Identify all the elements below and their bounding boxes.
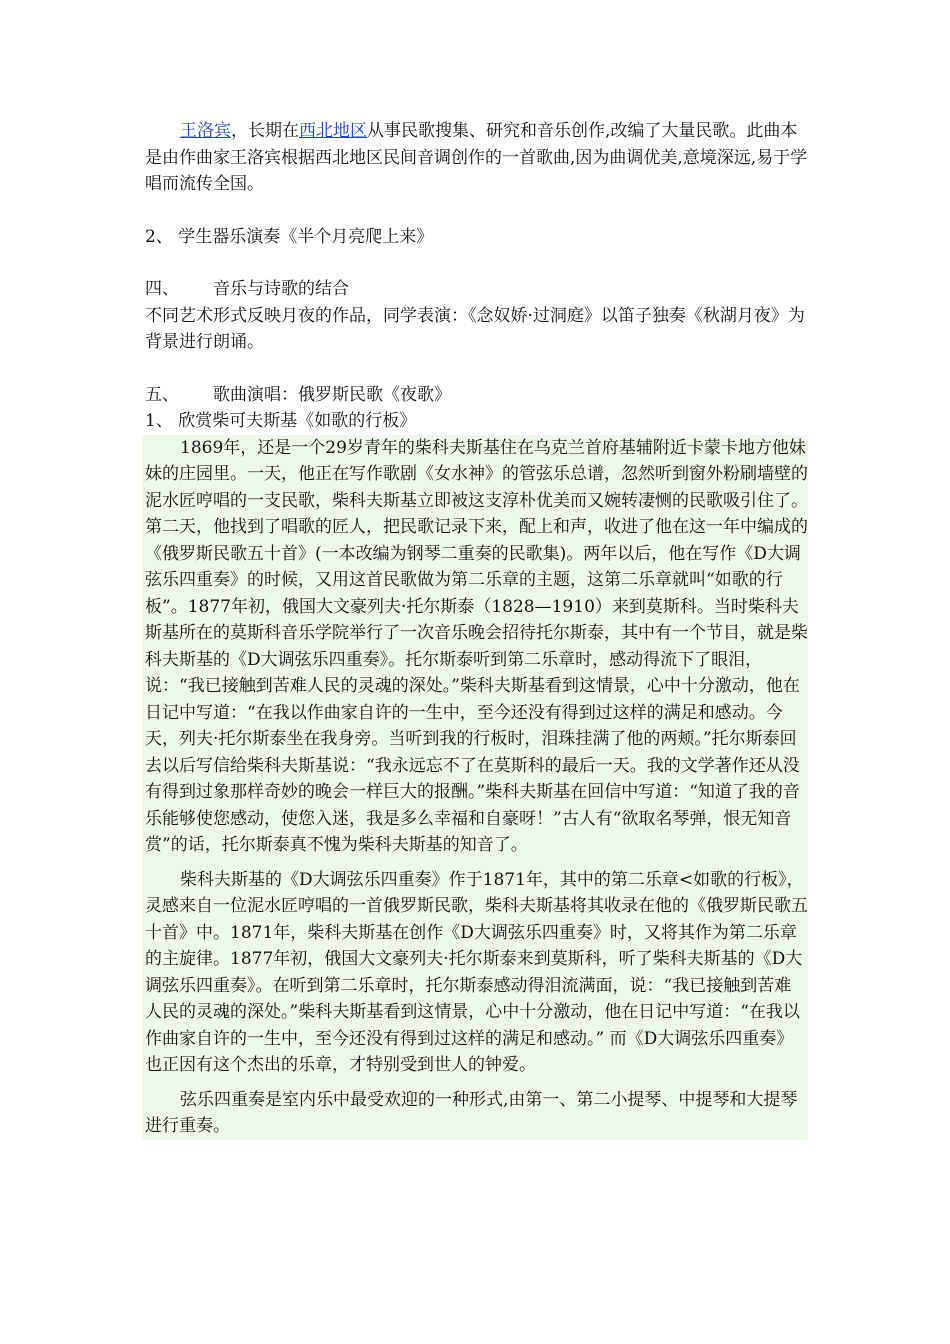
highlight-paragraph-3: 弦乐四重奏是室内乐中最受欢迎的一种形式,由第一、第二小提琴、中提琴和大提琴进行重奏。 (145, 1089, 798, 1136)
section-4-body: 不同艺术形式反映月夜的作品，同学表演：《念奴娇·过洞庭》以笛子独奏《秋湖月夜》为背景进行朗诵。 (145, 305, 805, 352)
intro-text-2: 从事民歌搜集、研究和音乐创作,改编了大量民歌。此曲本是由作曲家王洛宾根据西北地区民间音调创作的一首歌曲,因为曲调优美,意境深远,易于学唱而流传全国。 (145, 121, 808, 194)
item-2-student-performance: 2、 学生器乐演奏《半个月亮爬上来》 (145, 226, 434, 247)
link-northwest-region[interactable]: 西北地区 (299, 121, 367, 141)
section-4-title: 音乐与诗歌的结合 (213, 279, 349, 299)
section-5-heading (145, 382, 810, 409)
section-4-number: 四、 (145, 279, 179, 299)
highlight-paragraph-1: 1869年，还是一个29岁青年的柴科夫斯基住在乌克兰首府基辅附近卡蒙卡地方他妹妹的庄园里。一天，他正在写作歌剧《女水神》的管弦乐总谱，忽然听到窗外粉刷墙壁的泥水匠哼唱的一支民歌，柴科夫斯基立即被这支淳朴优美而又婉转凄恻的民歌吸引住了。第二天，他找到了唱歌的匠人，把民歌记录下来，配上和声，收进了他在这一年中编成的《俄罗斯民歌五十首》(一本改编为钢琴二重奏的民歌集)。两年以后，他在写作《D大调弦乐四重奏》的时候，又用这首民歌做为第二乐章的主题，这第二乐章就叫“如歌的行板”。1877年初，俄国大文豪列夫·托尔斯泰（1828—1910）来到莫斯科。当时柴科夫斯基所在的莫斯科音乐学院举行了一次音乐晚会招待托尔斯泰，其中有一个节目，就是柴科夫斯基的《D大调弦乐四重奏》。托尔斯泰听到第二乐章时，感动得流下了眼泪，说：“我已接触到苦难人民的灵魂的深处。”柴科夫斯基看到这情景，心中十分激动，他在日记中写道：“在我以作曲家自许的一生中，至今还没有得到过这样的满足和感动。今天，列夫·托尔斯泰坐在我身旁。当听到我的行板时，泪珠挂满了他的两颊。”托尔斯泰回去以后写信给柴科夫斯基说：“我永远忘不了在莫斯科的最后一天。我的文学著作还从没有得到过象那样奇妙的晚会一样巨大的报酬。”柴科夫斯基在回信中写道：“知道了我的音乐能够使您感动，使您入迷，我是多么幸福和自豪呀！”古人有“欲取名琴弹，恨无知音赏”的话，托尔斯泰真不愧为柴科夫斯基的知音了。 (145, 437, 808, 855)
highlighted-block (142, 435, 808, 1140)
section-5-item-1: 1、 欣赏柴可夫斯基《如歌的行板》 (145, 411, 417, 431)
document-body (145, 118, 810, 1140)
highlight-paragraph-2: 柴科夫斯基的《D大调弦乐四重奏》作于1871年，其中的第二乐章<如歌的行板》，灵感来自一位泥水匠哼唱的一首俄罗斯民歌，柴科夫斯基将其收录在他的《俄罗斯民歌五十首》中。1871年，柴科夫斯基在创作《D大调弦乐四重奏》时，又将其作为第二乐章的主旋律。1877年初，俄国大文豪列夫·托尔斯泰来到莫斯科，听了柴科夫斯基的《D大调弦乐四重奏》。在听到第二乐章时，托尔斯泰感动得泪流满面，说：“我已接触到苦难人民的灵魂的深处。”柴科夫斯基看到这情景，心中十分激动，他在日记中写道：“在我以作曲家自许的一生中，至今还没有得到过这样的满足和感动。” 而《D大调弦乐四重奏》也正因有这个杰出的乐章，才特别受到世人的钟爱。 (145, 869, 808, 1075)
section-4-heading (145, 276, 810, 303)
section-5-number: 五、 (145, 384, 179, 405)
intro-paragraph (145, 118, 810, 198)
section-5-title: 歌曲演唱：俄罗斯民歌《夜歌》 (213, 384, 451, 405)
intro-text-1: ，长期在 (231, 121, 299, 141)
link-wang-luobin[interactable]: 王洛宾 (180, 121, 231, 141)
